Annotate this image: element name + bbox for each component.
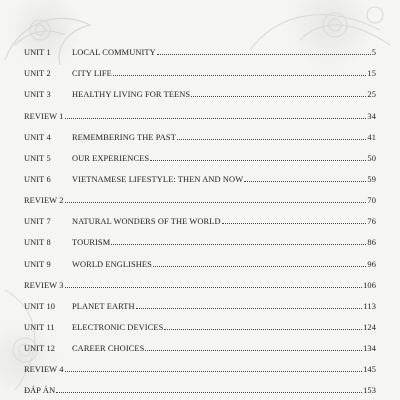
toc-entry-label: REVIEW 1 [24, 111, 64, 121]
toc-entry[interactable] [24, 163, 376, 184]
toc-entry-label: UNIT 8 [24, 238, 51, 248]
toc-entry-page-number: 59 [367, 174, 376, 184]
toc-entry-page-number: 34 [367, 111, 376, 121]
toc-entry-label: UNIT 2 [24, 69, 51, 79]
toc-entry-title: NATURAL WONDERS OF THE WORLD [72, 217, 221, 227]
dot-leader [150, 160, 366, 161]
toc-entry-title: LOCAL COMMUNITY [72, 48, 156, 58]
toc-entry-label: ĐÁP ÁN [24, 386, 56, 396]
toc-entry[interactable] [24, 36, 376, 57]
dot-leader [113, 75, 367, 76]
toc-entry-label: UNIT 6 [24, 174, 51, 184]
toc-entry-label: UNIT 5 [24, 153, 51, 163]
toc-entry-title: CITY LIFE [72, 69, 112, 79]
dot-leader [111, 244, 366, 245]
dot-leader [56, 392, 362, 393]
dot-leader [65, 287, 363, 288]
toc-entry[interactable] [24, 290, 376, 311]
dot-leader [153, 266, 367, 267]
dot-leader [164, 329, 362, 330]
toc-entry-title: PLANET EARTH [72, 301, 135, 311]
toc-entry-page-number: 106 [363, 280, 376, 290]
toc-entry[interactable] [24, 57, 376, 78]
dot-leader [136, 308, 363, 309]
toc-entry[interactable] [24, 269, 376, 290]
dot-leader [222, 223, 367, 224]
toc-entry-label: UNIT 12 [24, 344, 56, 354]
toc-entry[interactable] [24, 184, 376, 205]
dot-leader [65, 371, 363, 372]
toc-entry-label: UNIT 11 [24, 322, 55, 332]
toc-entry-page-number: 5 [371, 48, 376, 58]
toc-entry-label: UNIT 4 [24, 132, 51, 142]
toc-entry[interactable] [24, 353, 376, 374]
toc-entry[interactable] [24, 78, 376, 99]
toc-entry[interactable] [24, 121, 376, 142]
toc-entry-page-number: 124 [363, 322, 376, 332]
toc-entry-page-number: 134 [363, 344, 376, 354]
dot-leader [244, 181, 366, 182]
toc-entry-label: UNIT 7 [24, 217, 51, 227]
toc-entry-page-number: 50 [367, 153, 376, 163]
toc-entry[interactable] [24, 332, 376, 353]
toc-entry-page-number: 153 [363, 386, 376, 396]
table-of-contents [24, 36, 376, 395]
toc-entry-label: REVIEW 2 [24, 196, 64, 206]
toc-entry-label: UNIT 1 [24, 48, 51, 58]
toc-entry-page-number: 145 [363, 365, 376, 375]
toc-entry[interactable] [24, 99, 376, 120]
toc-entry-page-number: 113 [363, 301, 376, 311]
toc-entry-page-number: 70 [367, 196, 376, 206]
toc-entry-page-number: 25 [367, 90, 376, 100]
toc-entry-title: CAREER CHOICES [72, 344, 145, 354]
toc-entry-label: UNIT 3 [24, 90, 51, 100]
toc-entry-title: VIETNAMESE LIFESTYLE: THEN AND NOW [72, 174, 244, 184]
toc-entry-title: REMEMBERING THE PAST [72, 132, 176, 142]
dot-leader [145, 350, 362, 351]
toc-entry-title: WORLD ENGLISHES [72, 259, 152, 269]
toc-entry-label: UNIT 9 [24, 259, 51, 269]
toc-entry-label: UNIT 10 [24, 301, 56, 311]
toc-entry[interactable] [24, 374, 376, 395]
toc-entry-page-number: 96 [367, 259, 376, 269]
toc-entry-label: REVIEW 4 [24, 365, 64, 375]
toc-entry[interactable] [24, 142, 376, 163]
toc-entry[interactable] [24, 247, 376, 268]
dot-leader [177, 139, 367, 140]
dot-leader [65, 118, 367, 119]
toc-entry-page-number: 41 [367, 132, 376, 142]
toc-entry[interactable] [24, 205, 376, 226]
toc-entry-title: HEALTHY LIVING FOR TEENS [72, 90, 191, 100]
toc-entry[interactable] [24, 311, 376, 332]
dot-leader [65, 202, 367, 203]
toc-entry-page-number: 15 [367, 69, 376, 79]
toc-entry[interactable] [24, 226, 376, 247]
toc-entry-title: OUR EXPERIENCES [72, 153, 150, 163]
toc-entry-label: REVIEW 3 [24, 280, 64, 290]
toc-entry-page-number: 76 [367, 217, 376, 227]
dot-leader [157, 54, 371, 55]
toc-entry-title: TOURISM [72, 238, 111, 248]
dot-leader [191, 96, 366, 97]
toc-entry-page-number: 86 [367, 238, 376, 248]
toc-entry-title: ELECTRONIC DEVICES [72, 322, 164, 332]
